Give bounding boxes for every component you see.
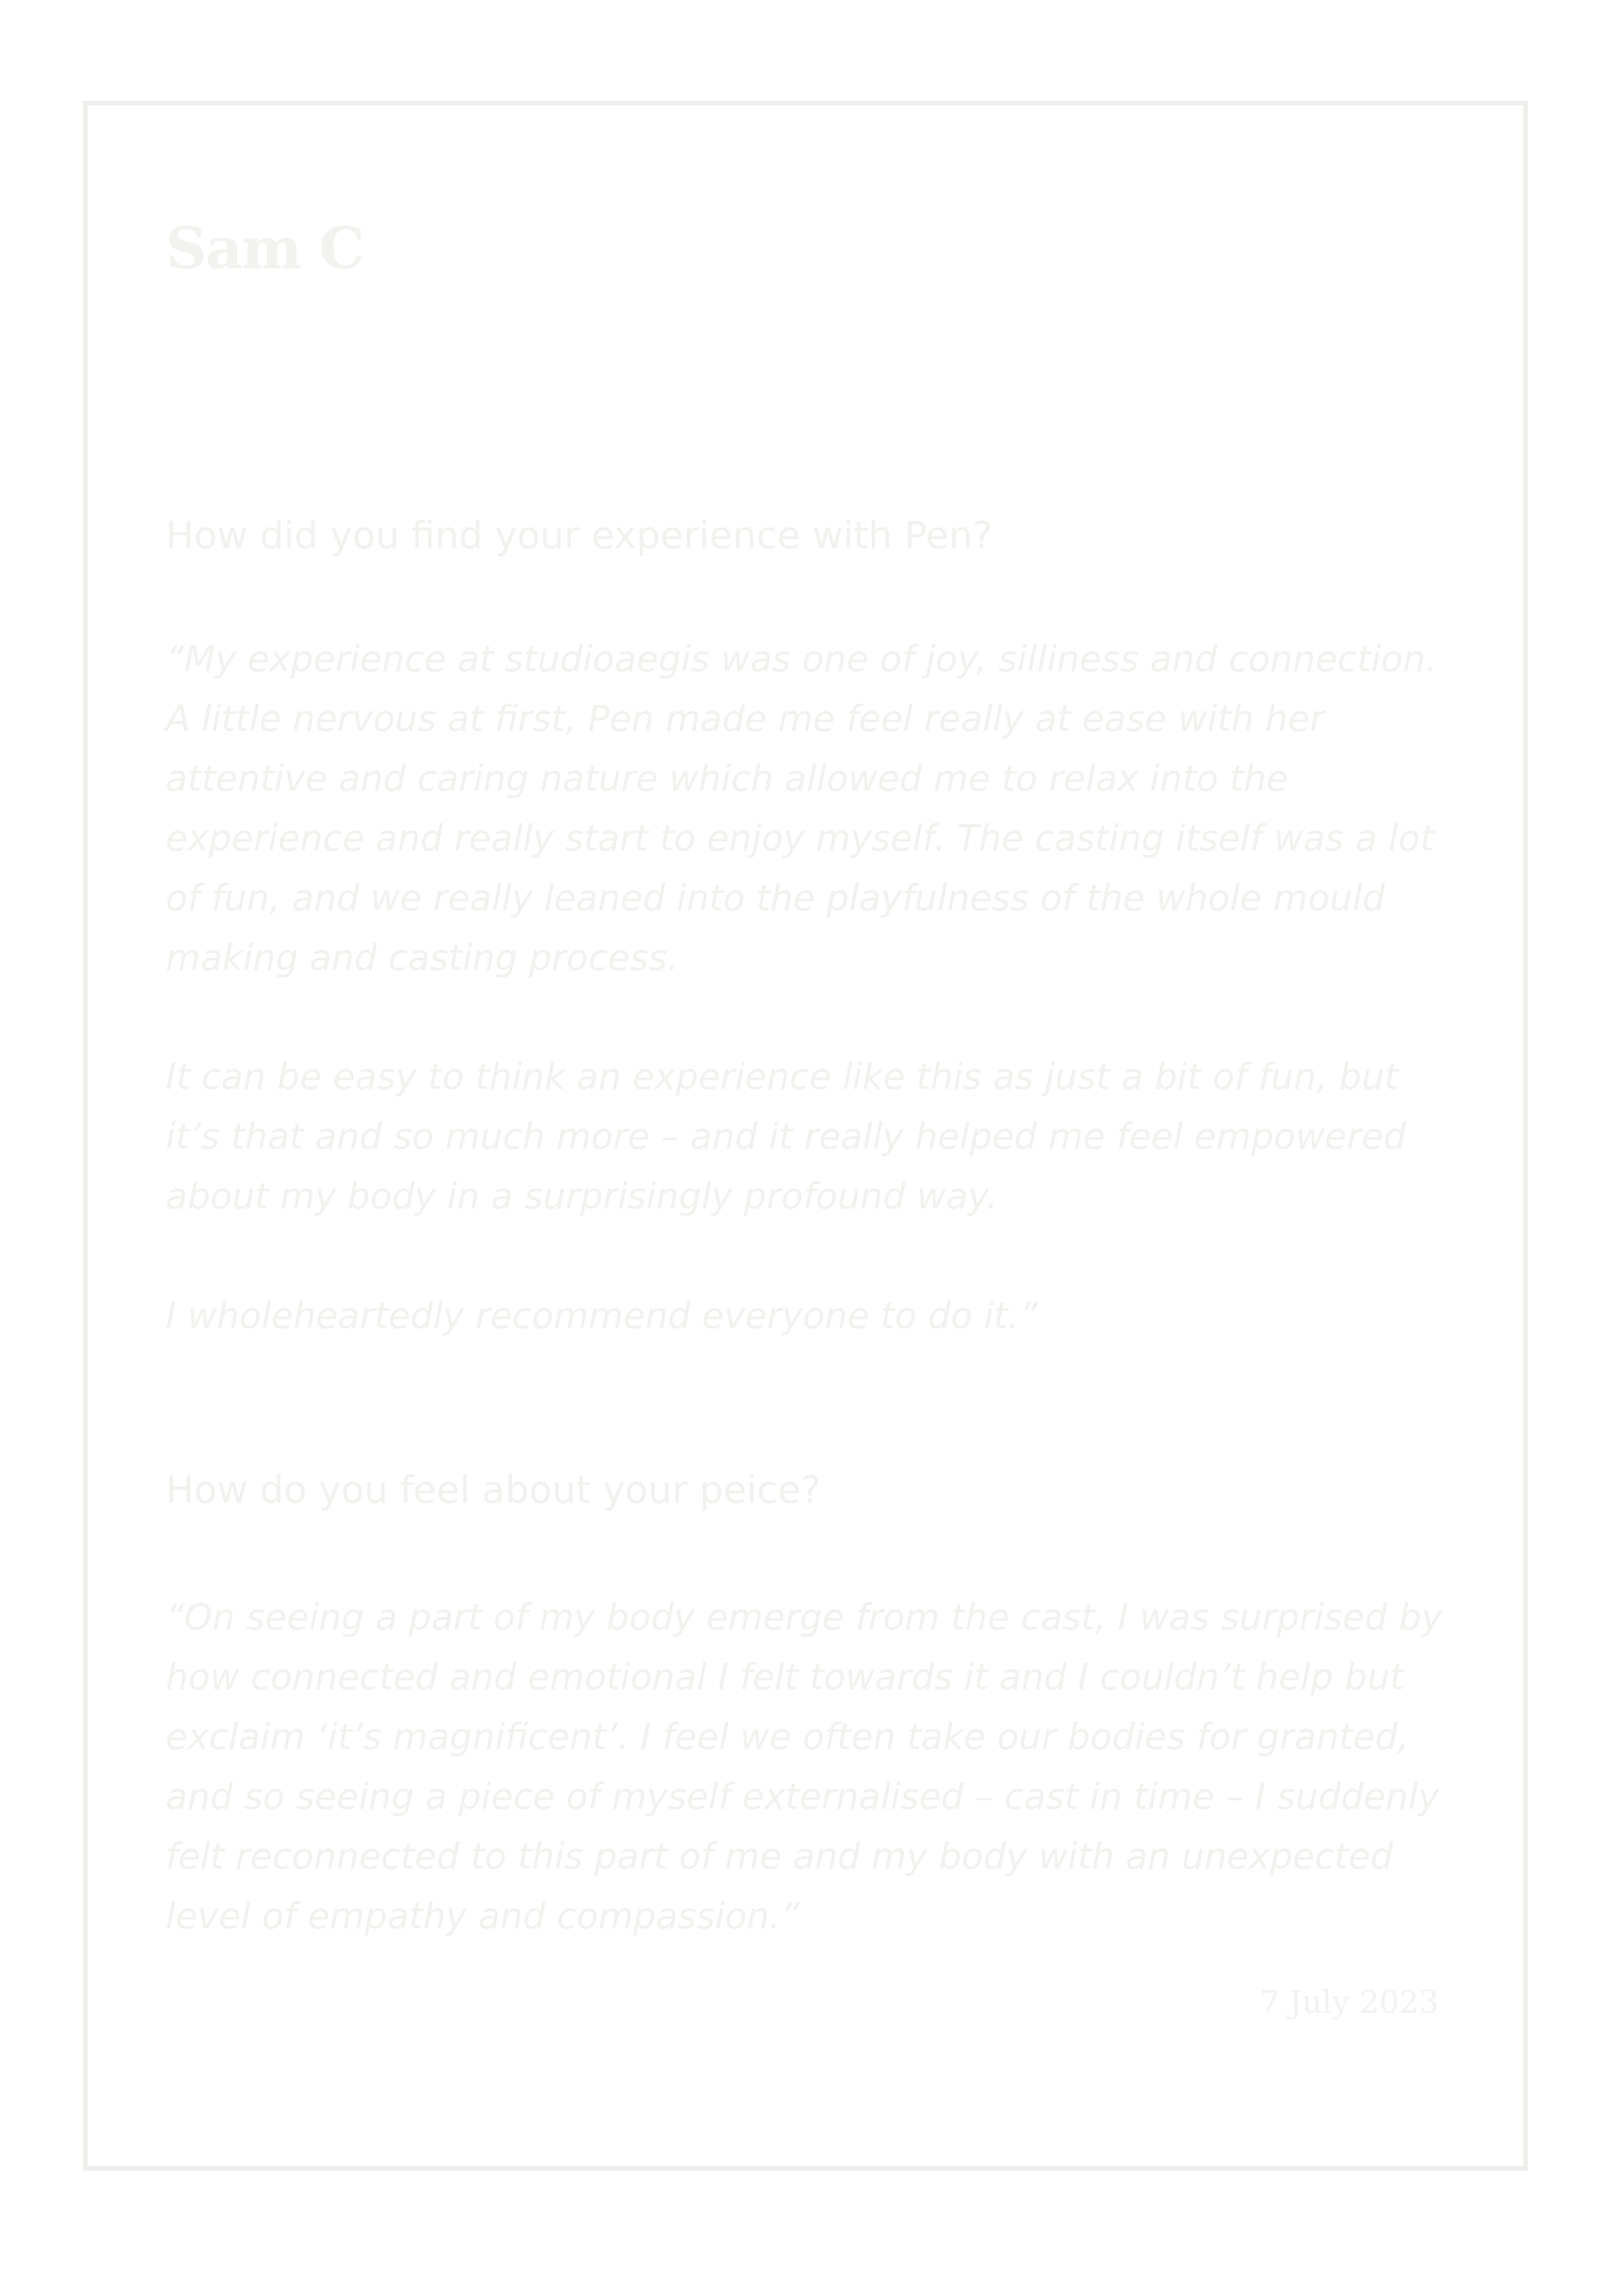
testimonial-author-name: Sam C <box>166 214 364 282</box>
answer-experience-paragraph-2: It can be easy to think an experience like this as just a bit of fun, but it’s that and so much more – and it really helped me feel empowered about my body in a surprisingly profound way. <box>166 1056 1406 1217</box>
answer-experience-paragraph-3: I wholeheartedly recommend everyone to do it.” <box>166 1295 1038 1336</box>
answer-piece: “On seeing a part of my body emerge from the cast, I was surprised by how connected and emotional I felt towards it and I couldn’t help but exclaim ‘it’s magnificent’. I feel we often take our bodies for granted, and so seeing a piece of myself externalised – cast in time – I suddenly felt reconnected to this part of me and my body with an unexpected level of empathy and compassion.” <box>166 1596 1443 1937</box>
answer-experience-paragraph-1: “My experience at studioaegis was one of joy, silliness and connection. A little nervous at first, Pen made me feel really at ease with her attentive and caring nature which allowed me to relax into the experience and really start to enjoy myself. The casting itself was a lot of fun, and we really leaned into the playfulness of the whole mould making and casting process. <box>166 638 1437 978</box>
testimonial-content <box>166 214 1458 1937</box>
testimonial-date: 7 July 2023 <box>1260 1984 1439 2021</box>
question-experience: How did you find your experience with Pen? <box>166 513 993 557</box>
question-piece: How do you feel about your peice? <box>166 1468 821 1512</box>
testimonial-card <box>83 101 1528 2171</box>
